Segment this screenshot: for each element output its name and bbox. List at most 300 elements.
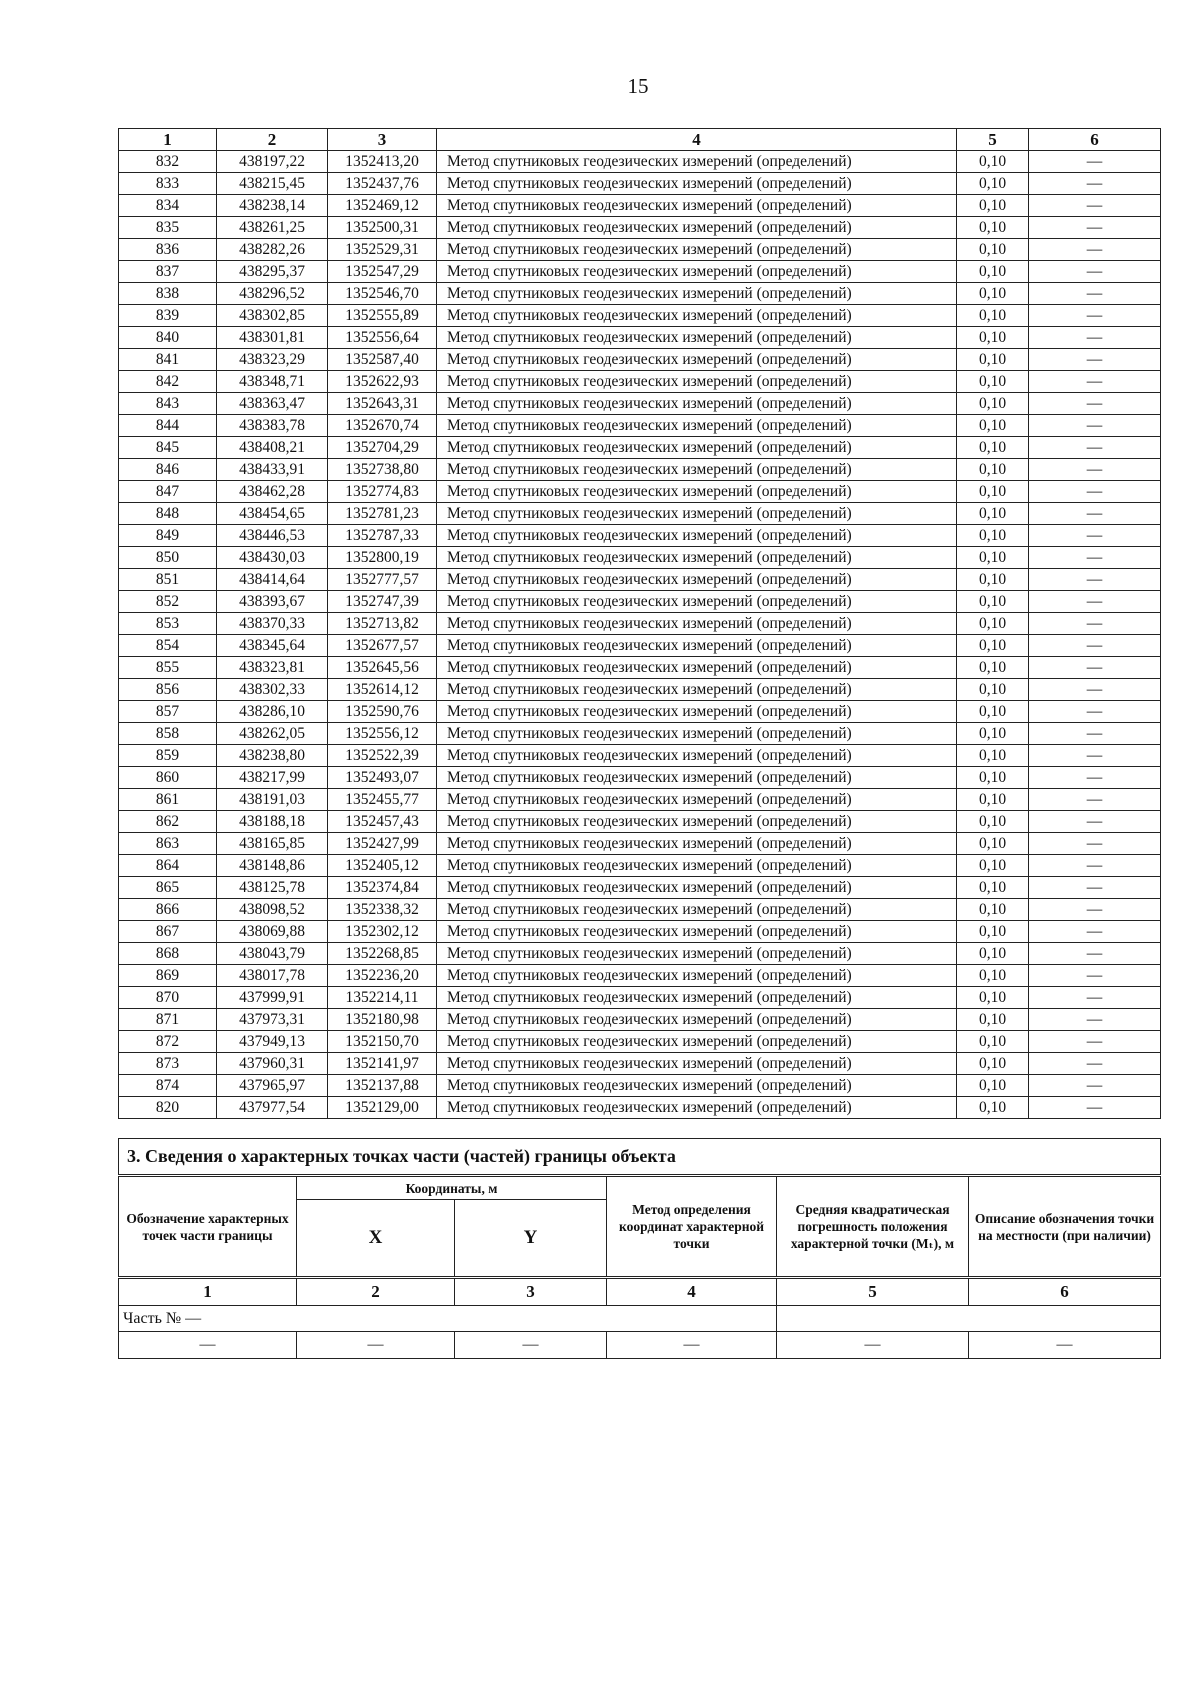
point-number: 858 [119, 723, 217, 745]
point-number: 835 [119, 217, 217, 239]
description-value: — [1029, 943, 1161, 965]
col-number: 1 [119, 1278, 297, 1306]
method-text: Метод спутниковых геодезических измерений (определений) [437, 723, 957, 745]
description-value: — [1029, 437, 1161, 459]
error-value: 0,10 [957, 569, 1029, 591]
y-coordinate: 1352670,74 [328, 415, 437, 437]
table-row [119, 415, 1161, 437]
description-value: — [1029, 195, 1161, 217]
description-value: — [1029, 899, 1161, 921]
x-coordinate: 438261,25 [217, 217, 328, 239]
col-header-4: 4 [437, 129, 957, 151]
col-description-header: Описание обозначения точки на местности (при наличии) [969, 1176, 1161, 1278]
method-text: Метод спутниковых геодезических измерений (определений) [437, 1031, 957, 1053]
method-text: Метод спутниковых геодезических измерений (определений) [437, 1053, 957, 1075]
error-value: 0,10 [957, 723, 1029, 745]
x-coordinate: 438217,99 [217, 767, 328, 789]
method-text: Метод спутниковых геодезических измерений (определений) [437, 371, 957, 393]
table-row [119, 1075, 1161, 1097]
dash-cell: — [777, 1332, 969, 1359]
error-value: 0,10 [957, 1031, 1029, 1053]
method-text: Метод спутниковых геодезических измерений (определений) [437, 767, 957, 789]
point-number: 850 [119, 547, 217, 569]
y-coordinate: 1352622,93 [328, 371, 437, 393]
point-number: 867 [119, 921, 217, 943]
method-text: Метод спутниковых геодезических измерений (определений) [437, 943, 957, 965]
y-coordinate: 1352556,12 [328, 723, 437, 745]
point-number: 832 [119, 151, 217, 173]
table-row [119, 393, 1161, 415]
table-row [119, 767, 1161, 789]
error-value: 0,10 [957, 1075, 1029, 1097]
method-text: Метод спутниковых геодезических измерений (определений) [437, 745, 957, 767]
error-value: 0,10 [957, 745, 1029, 767]
y-coordinate: 1352704,29 [328, 437, 437, 459]
x-coordinate: 438348,71 [217, 371, 328, 393]
description-value: — [1029, 393, 1161, 415]
method-text: Метод спутниковых геодезических измерений (определений) [437, 327, 957, 349]
y-coordinate: 1352302,12 [328, 921, 437, 943]
table-row [119, 349, 1161, 371]
method-text: Метод спутниковых геодезических измерений (определений) [437, 195, 957, 217]
method-text: Метод спутниковых геодезических измерений (определений) [437, 283, 957, 305]
description-value: — [1029, 173, 1161, 195]
table-row [119, 371, 1161, 393]
x-coordinate: 438363,47 [217, 393, 328, 415]
x-coordinate: 437977,54 [217, 1097, 328, 1119]
column-number-row [119, 1278, 1161, 1306]
y-coordinate: 1352747,39 [328, 591, 437, 613]
error-value: 0,10 [957, 789, 1029, 811]
point-number: 870 [119, 987, 217, 1009]
point-number: 866 [119, 899, 217, 921]
description-value: — [1029, 1031, 1161, 1053]
y-coordinate: 1352643,31 [328, 393, 437, 415]
point-number: 837 [119, 261, 217, 283]
x-coordinate: 438302,85 [217, 305, 328, 327]
page-number: 15 [627, 74, 649, 98]
x-coordinate: 438370,33 [217, 613, 328, 635]
error-value: 0,10 [957, 459, 1029, 481]
method-text: Метод спутниковых геодезических измерений (определений) [437, 393, 957, 415]
error-value: 0,10 [957, 679, 1029, 701]
table-row [119, 987, 1161, 1009]
x-coordinate: 437960,31 [217, 1053, 328, 1075]
point-number: 862 [119, 811, 217, 833]
error-value: 0,10 [957, 657, 1029, 679]
y-coordinate: 1352427,99 [328, 833, 437, 855]
method-text: Метод спутниковых геодезических измерений (определений) [437, 173, 957, 195]
dash-cell: — [455, 1332, 607, 1359]
method-text: Метод спутниковых геодезических измерений (определений) [437, 261, 957, 283]
x-coordinate: 438098,52 [217, 899, 328, 921]
table-row [119, 261, 1161, 283]
description-value: — [1029, 1097, 1161, 1119]
error-value: 0,10 [957, 921, 1029, 943]
method-text: Метод спутниковых геодезических измерений (определений) [437, 151, 957, 173]
error-value: 0,10 [957, 877, 1029, 899]
x-coordinate: 437973,31 [217, 1009, 328, 1031]
method-text: Метод спутниковых геодезических измерений (определений) [437, 855, 957, 877]
col-header-2: 2 [217, 129, 328, 151]
description-value: — [1029, 327, 1161, 349]
col-number: 6 [969, 1278, 1161, 1306]
x-coordinate: 438430,03 [217, 547, 328, 569]
point-number: 859 [119, 745, 217, 767]
y-coordinate: 1352713,82 [328, 613, 437, 635]
description-value: — [1029, 987, 1161, 1009]
point-number: 856 [119, 679, 217, 701]
point-number: 843 [119, 393, 217, 415]
col-x-header: X [297, 1200, 455, 1278]
error-value: 0,10 [957, 855, 1029, 877]
error-value: 0,10 [957, 1053, 1029, 1075]
y-coordinate: 1352547,29 [328, 261, 437, 283]
y-coordinate: 1352787,33 [328, 525, 437, 547]
y-coordinate: 1352522,39 [328, 745, 437, 767]
y-coordinate: 1352587,40 [328, 349, 437, 371]
point-number: 857 [119, 701, 217, 723]
method-text: Метод спутниковых геодезических измерений (определений) [437, 987, 957, 1009]
description-value: — [1029, 833, 1161, 855]
method-text: Метод спутниковых геодезических измерений (определений) [437, 459, 957, 481]
point-number: 874 [119, 1075, 217, 1097]
error-value: 0,10 [957, 371, 1029, 393]
method-text: Метод спутниковых геодезических измерений (определений) [437, 877, 957, 899]
x-coordinate: 438286,10 [217, 701, 328, 723]
table-row [119, 525, 1161, 547]
col-number: 3 [455, 1278, 607, 1306]
x-coordinate: 438383,78 [217, 415, 328, 437]
x-coordinate: 437965,97 [217, 1075, 328, 1097]
table-row [119, 701, 1161, 723]
point-number: 840 [119, 327, 217, 349]
error-value: 0,10 [957, 415, 1029, 437]
method-text: Метод спутниковых геодезических измерений (определений) [437, 657, 957, 679]
table-row [119, 283, 1161, 305]
y-coordinate: 1352455,77 [328, 789, 437, 811]
col-header-5: 5 [957, 129, 1029, 151]
error-value: 0,10 [957, 261, 1029, 283]
table-row [119, 305, 1161, 327]
error-value: 0,10 [957, 1097, 1029, 1119]
table-header-row [119, 129, 1161, 151]
y-coordinate: 1352800,19 [328, 547, 437, 569]
method-text: Метод спутниковых геодезических измерений (определений) [437, 481, 957, 503]
description-value: — [1029, 1075, 1161, 1097]
table-row [119, 723, 1161, 745]
method-text: Метод спутниковых геодезических измерений (определений) [437, 547, 957, 569]
description-value: — [1029, 635, 1161, 657]
point-number: 851 [119, 569, 217, 591]
y-coordinate: 1352405,12 [328, 855, 437, 877]
method-text: Метод спутниковых геодезических измерений (определений) [437, 701, 957, 723]
y-coordinate: 1352781,23 [328, 503, 437, 525]
description-value: — [1029, 217, 1161, 239]
y-coordinate: 1352529,31 [328, 239, 437, 261]
error-value: 0,10 [957, 899, 1029, 921]
x-coordinate: 438188,18 [217, 811, 328, 833]
description-value: — [1029, 811, 1161, 833]
col-designation-header: Обозначение характерных точек части границы [119, 1176, 297, 1278]
method-text: Метод спутниковых геодезических измерений (определений) [437, 1097, 957, 1119]
method-text: Метод спутниковых геодезических измерений (определений) [437, 1009, 957, 1031]
y-coordinate: 1352555,89 [328, 305, 437, 327]
point-number: 841 [119, 349, 217, 371]
table-row [119, 173, 1161, 195]
x-coordinate: 438323,81 [217, 657, 328, 679]
point-number: 848 [119, 503, 217, 525]
table-row [119, 503, 1161, 525]
description-value: — [1029, 349, 1161, 371]
point-number: 852 [119, 591, 217, 613]
description-value: — [1029, 965, 1161, 987]
x-coordinate: 438296,52 [217, 283, 328, 305]
description-value: — [1029, 679, 1161, 701]
part-row [119, 1306, 1161, 1332]
method-text: Метод спутниковых геодезических измерений (определений) [437, 965, 957, 987]
table-row [119, 899, 1161, 921]
error-value: 0,10 [957, 437, 1029, 459]
error-value: 0,10 [957, 1009, 1029, 1031]
table-row [119, 459, 1161, 481]
point-number: 869 [119, 965, 217, 987]
table-row [119, 591, 1161, 613]
description-value: — [1029, 459, 1161, 481]
part-empty-cell [777, 1306, 1161, 1332]
table-row [119, 789, 1161, 811]
y-coordinate: 1352141,97 [328, 1053, 437, 1075]
x-coordinate: 438454,65 [217, 503, 328, 525]
y-coordinate: 1352214,11 [328, 987, 437, 1009]
point-number: 834 [119, 195, 217, 217]
y-coordinate: 1352774,83 [328, 481, 437, 503]
method-text: Метод спутниковых геодезических измерений (определений) [437, 239, 957, 261]
error-value: 0,10 [957, 811, 1029, 833]
error-value: 0,10 [957, 503, 1029, 525]
boundary-points-table [118, 128, 1161, 1119]
error-value: 0,10 [957, 525, 1029, 547]
dash-cell: — [119, 1332, 297, 1359]
table-row [119, 679, 1161, 701]
error-value: 0,10 [957, 393, 1029, 415]
dash-cell: — [607, 1332, 777, 1359]
description-value: — [1029, 921, 1161, 943]
dash-row [119, 1332, 1161, 1359]
description-value: — [1029, 613, 1161, 635]
point-number: 820 [119, 1097, 217, 1119]
method-text: Метод спутниковых геодезических измерений (определений) [437, 525, 957, 547]
method-text: Метод спутниковых геодезических измерений (определений) [437, 679, 957, 701]
point-number: 836 [119, 239, 217, 261]
y-coordinate: 1352469,12 [328, 195, 437, 217]
x-coordinate: 438043,79 [217, 943, 328, 965]
y-coordinate: 1352413,20 [328, 151, 437, 173]
error-value: 0,10 [957, 195, 1029, 217]
method-text: Метод спутниковых геодезических измерений (определений) [437, 349, 957, 371]
description-value: — [1029, 1009, 1161, 1031]
method-text: Метод спутниковых геодезических измерений (определений) [437, 569, 957, 591]
error-value: 0,10 [957, 987, 1029, 1009]
point-number: 846 [119, 459, 217, 481]
description-value: — [1029, 261, 1161, 283]
x-coordinate: 438345,64 [217, 635, 328, 657]
point-number: 838 [119, 283, 217, 305]
x-coordinate: 438414,64 [217, 569, 328, 591]
point-number: 844 [119, 415, 217, 437]
x-coordinate: 438215,45 [217, 173, 328, 195]
table-row [119, 745, 1161, 767]
col-header-3: 3 [328, 129, 437, 151]
description-value: — [1029, 767, 1161, 789]
error-value: 0,10 [957, 943, 1029, 965]
table-row [119, 151, 1161, 173]
method-text: Метод спутниковых геодезических измерений (определений) [437, 789, 957, 811]
method-text: Метод спутниковых геодезических измерений (определений) [437, 305, 957, 327]
error-value: 0,10 [957, 701, 1029, 723]
point-number: 839 [119, 305, 217, 327]
y-coordinate: 1352437,76 [328, 173, 437, 195]
table-row [119, 877, 1161, 899]
y-coordinate: 1352677,57 [328, 635, 437, 657]
col-header-6: 6 [1029, 129, 1161, 151]
y-coordinate: 1352268,85 [328, 943, 437, 965]
error-value: 0,10 [957, 283, 1029, 305]
point-number: 868 [119, 943, 217, 965]
y-coordinate: 1352457,43 [328, 811, 437, 833]
x-coordinate: 438238,80 [217, 745, 328, 767]
error-value: 0,10 [957, 481, 1029, 503]
point-number: 863 [119, 833, 217, 855]
method-text: Метод спутниковых геодезических измерений (определений) [437, 811, 957, 833]
y-coordinate: 1352338,32 [328, 899, 437, 921]
description-value: — [1029, 283, 1161, 305]
col-number: 4 [607, 1278, 777, 1306]
description-value: — [1029, 855, 1161, 877]
point-number: 873 [119, 1053, 217, 1075]
point-number: 854 [119, 635, 217, 657]
table-row [119, 613, 1161, 635]
table-row [119, 437, 1161, 459]
x-coordinate: 438238,14 [217, 195, 328, 217]
x-coordinate: 438393,67 [217, 591, 328, 613]
x-coordinate: 438462,28 [217, 481, 328, 503]
description-value: — [1029, 745, 1161, 767]
method-text: Метод спутниковых геодезических измерений (определений) [437, 1075, 957, 1097]
error-value: 0,10 [957, 833, 1029, 855]
error-value: 0,10 [957, 217, 1029, 239]
section3-title: 3. Сведения о характерных точках части (частей) границы объекта [119, 1139, 1161, 1176]
y-coordinate: 1352137,88 [328, 1075, 437, 1097]
description-value: — [1029, 591, 1161, 613]
point-number: 853 [119, 613, 217, 635]
table-row [119, 195, 1161, 217]
point-number: 845 [119, 437, 217, 459]
x-coordinate: 438302,33 [217, 679, 328, 701]
table-row [119, 1053, 1161, 1075]
method-text: Метод спутниковых геодезических измерений (определений) [437, 613, 957, 635]
x-coordinate: 437949,13 [217, 1031, 328, 1053]
point-number: 847 [119, 481, 217, 503]
method-text: Метод спутниковых геодезических измерений (определений) [437, 899, 957, 921]
description-value: — [1029, 657, 1161, 679]
dash-cell: — [969, 1332, 1161, 1359]
x-coordinate: 438125,78 [217, 877, 328, 899]
description-value: — [1029, 701, 1161, 723]
x-coordinate: 438282,26 [217, 239, 328, 261]
method-text: Метод спутниковых геодезических измерений (определений) [437, 635, 957, 657]
y-coordinate: 1352614,12 [328, 679, 437, 701]
table-row [119, 1097, 1161, 1119]
x-coordinate: 438301,81 [217, 327, 328, 349]
error-value: 0,10 [957, 547, 1029, 569]
method-text: Метод спутниковых геодезических измерений (определений) [437, 437, 957, 459]
x-coordinate: 438323,29 [217, 349, 328, 371]
error-value: 0,10 [957, 239, 1029, 261]
part-label: Часть № — [119, 1306, 777, 1332]
point-number: 833 [119, 173, 217, 195]
table-row [119, 965, 1161, 987]
col-error-header: Средняя квадратическая погрешность положения характерной точки (Mₜ), м [777, 1176, 969, 1278]
method-text: Метод спутниковых геодезических измерений (определений) [437, 921, 957, 943]
y-coordinate: 1352150,70 [328, 1031, 437, 1053]
error-value: 0,10 [957, 591, 1029, 613]
point-number: 842 [119, 371, 217, 393]
description-value: — [1029, 569, 1161, 591]
y-coordinate: 1352500,31 [328, 217, 437, 239]
point-number: 864 [119, 855, 217, 877]
point-number: 871 [119, 1009, 217, 1031]
y-coordinate: 1352590,76 [328, 701, 437, 723]
error-value: 0,10 [957, 767, 1029, 789]
table-row [119, 921, 1161, 943]
y-coordinate: 1352556,64 [328, 327, 437, 349]
error-value: 0,10 [957, 305, 1029, 327]
description-value: — [1029, 481, 1161, 503]
error-value: 0,10 [957, 151, 1029, 173]
table-body [119, 151, 1161, 1119]
method-text: Метод спутниковых геодезических измерений (определений) [437, 217, 957, 239]
x-coordinate: 438148,86 [217, 855, 328, 877]
x-coordinate: 438197,22 [217, 151, 328, 173]
table-row [119, 569, 1161, 591]
method-text: Метод спутниковых геодезических измерений (определений) [437, 833, 957, 855]
x-coordinate: 438165,85 [217, 833, 328, 855]
description-value: — [1029, 371, 1161, 393]
table-row [119, 217, 1161, 239]
method-text: Метод спутниковых геодезических измерений (определений) [437, 503, 957, 525]
dash-cell: — [297, 1332, 455, 1359]
table-row [119, 547, 1161, 569]
error-value: 0,10 [957, 635, 1029, 657]
point-number: 872 [119, 1031, 217, 1053]
col-number: 2 [297, 1278, 455, 1306]
table-row [119, 481, 1161, 503]
description-value: — [1029, 503, 1161, 525]
point-number: 855 [119, 657, 217, 679]
description-value: — [1029, 789, 1161, 811]
y-coordinate: 1352180,98 [328, 1009, 437, 1031]
x-coordinate: 438017,78 [217, 965, 328, 987]
description-value: — [1029, 239, 1161, 261]
description-value: — [1029, 305, 1161, 327]
point-number: 861 [119, 789, 217, 811]
table-row [119, 1009, 1161, 1031]
col-header-1: 1 [119, 129, 217, 151]
error-value: 0,10 [957, 327, 1029, 349]
error-value: 0,10 [957, 965, 1029, 987]
y-coordinate: 1352236,20 [328, 965, 437, 987]
